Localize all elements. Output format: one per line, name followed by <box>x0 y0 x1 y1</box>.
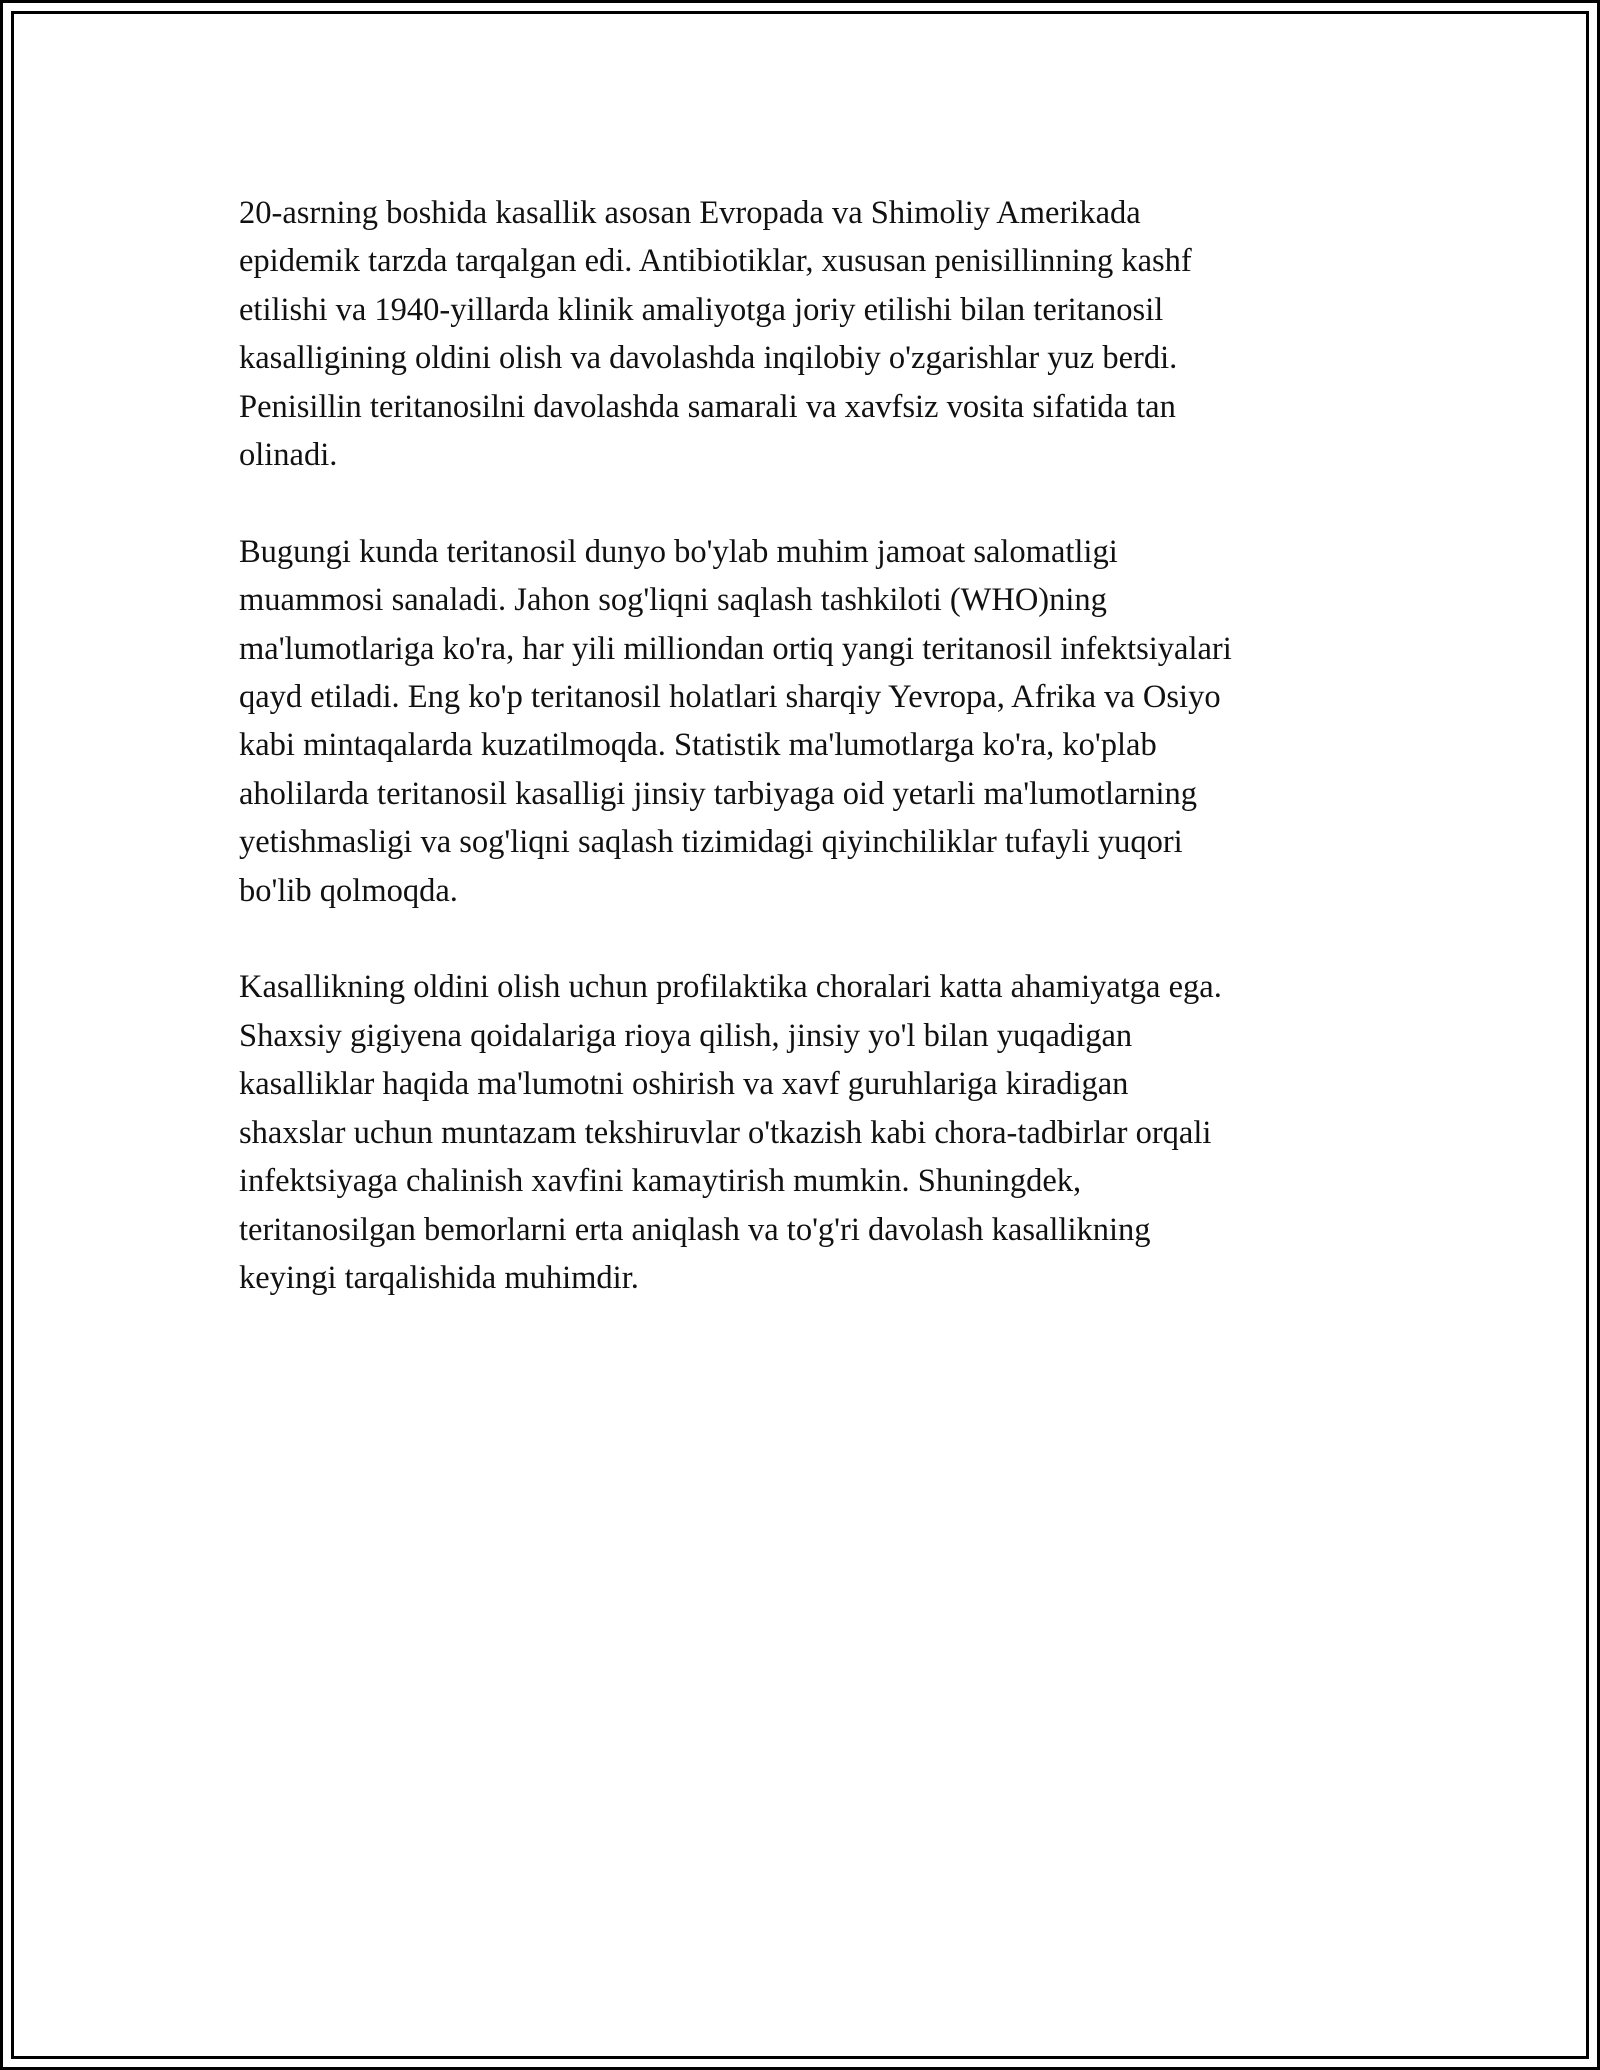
text-line: Penisillin teritanosilni davolashda samarali va xavfsiz vosita sifatida tan <box>239 388 1176 425</box>
paragraph-1 <box>239 189 1369 479</box>
text-line: kasalligining oldini olish va davolashda inqilobiy o'zgarishlar yuz berdi. <box>239 340 1178 377</box>
text-line: muammosi sanaladi. Jahon sog'liqni saqlash tashkiloti (WHO)ning <box>239 582 1107 619</box>
text-line: epidemik tarzda tarqalgan edi. Antibiotiklar, xususan penisillinning kashf <box>239 243 1192 280</box>
text-line: infektsiyaga chalinish xavfini kamaytirish mumkin. Shuningdek, <box>239 1163 1082 1200</box>
text-line: Kasallikning oldini olish uchun profilaktika choralari katta ahamiyatga ega. <box>239 969 1222 1006</box>
document-body <box>239 189 1369 1351</box>
text-line: aholilarda teritanosil kasalligi jinsiy tarbiyaga oid yetarli ma'lumotlarning <box>239 775 1198 812</box>
text-line: yetishmasligi va sog'liqni saqlash tizimidagi qiyinchiliklar tufayli yuqori <box>239 824 1183 861</box>
text-line: Bugungi kunda teritanosil dunyo bo'ylab muhim jamoat salomatligi <box>239 533 1118 570</box>
paragraph-2 <box>239 528 1369 915</box>
text-line: Shaxsiy gigiyena qoidalariga rioya qilish, jinsiy yo'l bilan yuqadigan <box>239 1017 1133 1054</box>
text-line: etilishi va 1940-yillarda klinik amaliyotga joriy etilishi bilan teritanosil <box>239 291 1164 328</box>
text-line: teritanosilgan bemorlarni erta aniqlash va to'g'ri davolash kasallikning <box>239 1211 1151 1248</box>
text-line: keyingi tarqalishida muhimdir. <box>239 1259 639 1296</box>
text-line: bo'lib qolmoqda. <box>239 872 458 909</box>
text-line: qayd etiladi. Eng ko'p teritanosil holatlari sharqiy Yevropa, Afrika va Osiyo <box>239 679 1221 716</box>
text-line: ma'lumotlariga ko'ra, har yili milliondan ortiq yangi teritanosil infektsiyalari <box>239 630 1232 667</box>
text-line: kabi mintaqalarda kuzatilmoqda. Statistik ma'lumotlarga ko'ra, ko'plab <box>239 727 1157 764</box>
paragraph-3 <box>239 963 1369 1302</box>
text-line: kasalliklar haqida ma'lumotni oshirish va xavf guruhlariga kiradigan <box>239 1066 1129 1103</box>
text-line: olinadi. <box>239 437 338 474</box>
text-line: 20-asrning boshida kasallik asosan Evropada va Shimoliy Amerikada <box>239 195 1141 231</box>
text-line: shaxslar uchun muntazam tekshiruvlar o'tkazish kabi chora-tadbirlar orqali <box>239 1114 1212 1151</box>
